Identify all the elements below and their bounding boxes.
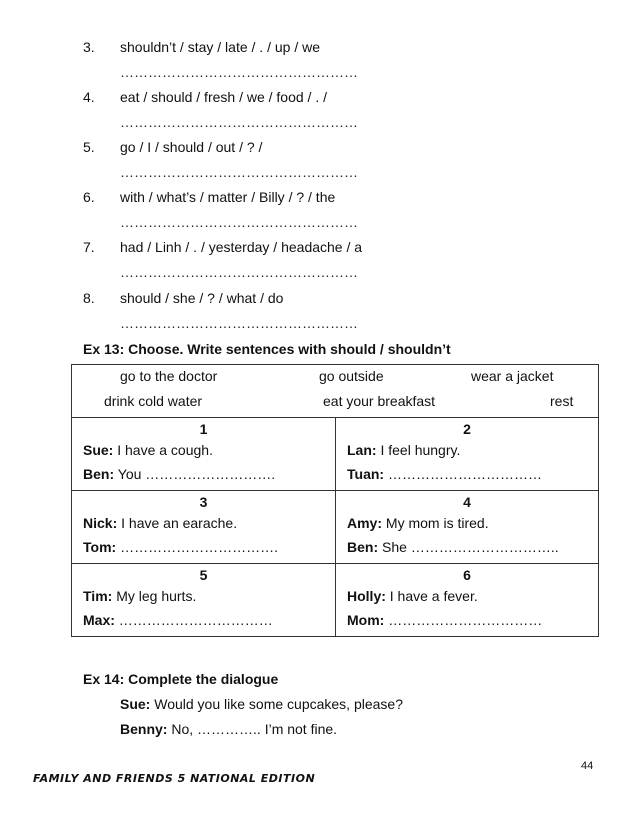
speaker-name: Ben: <box>347 539 379 555</box>
speaker-line: I have a fever. <box>385 588 478 604</box>
answer-blank[interactable]: …………………………… <box>384 612 543 628</box>
dialogue-cell-3 <box>72 491 336 564</box>
speaker-name: Tuan: <box>347 466 385 482</box>
answer-blank[interactable]: …………………………………………… <box>120 315 358 331</box>
speaker-line: Would you like some cupcakes, please? <box>150 696 403 712</box>
cell-number: 6 <box>463 567 471 583</box>
word-bank-item: drink cold water <box>104 393 203 409</box>
item-number: 4. <box>83 89 95 105</box>
speaker-line: My mom is tired. <box>382 515 489 531</box>
word-bank-item: wear a jacket <box>471 368 554 384</box>
speaker-line: I feel hungry. <box>376 442 461 458</box>
answer-blank[interactable]: …………………………… <box>114 612 273 628</box>
answer-blank[interactable]: …………………………………………… <box>120 164 358 180</box>
cell-number: 3 <box>199 494 208 510</box>
footer-book-title: FAMILY AND FRIENDS 5 NATIONAL EDITION <box>33 772 316 785</box>
cell-number: 1 <box>199 421 208 437</box>
item-prompt: with / what’s / matter / Billy / ? / the <box>120 189 336 205</box>
speaker-name: Amy: <box>347 515 383 531</box>
speaker-name: Holly: <box>347 588 386 604</box>
speaker-name: Tom: <box>83 539 117 555</box>
answer-blank[interactable]: You ………………………. <box>114 466 276 482</box>
speaker-name: Sue: <box>120 696 151 712</box>
speaker-name: Benny: <box>120 721 168 737</box>
answer-blank[interactable]: …………………………………………… <box>120 264 358 280</box>
speaker-name: Sue: <box>83 442 114 458</box>
item-prompt: should / she / ? / what / do <box>120 290 284 306</box>
dialogue-cell-4 <box>336 491 599 564</box>
dialogue-cell-5 <box>72 564 336 637</box>
answer-blank[interactable]: She ………………………….. <box>378 539 559 555</box>
dialogue-cell-1 <box>72 418 336 491</box>
speaker-name: Lan: <box>347 442 377 458</box>
word-bank-item: rest <box>550 393 574 409</box>
answer-blank[interactable]: …………………………………………… <box>120 214 358 230</box>
answer-blank[interactable]: ……………………………. <box>116 539 278 555</box>
item-prompt: had / Linh / . / yesterday / headache / a <box>120 239 363 255</box>
speaker-name: Ben: <box>83 466 115 482</box>
dialogue-line-1 <box>120 696 403 712</box>
exercise-13-title: Ex 13: Choose. Write sentences with should / shouldn’t <box>83 341 451 357</box>
answer-blank[interactable]: No, ………….. I’m not fine. <box>167 721 338 737</box>
word-bank-item: eat your breakfast <box>323 393 436 409</box>
page-number: 44 <box>581 760 594 772</box>
item-number: 8. <box>83 290 95 306</box>
speaker-line: My leg hurts. <box>112 588 197 604</box>
cell-number: 5 <box>199 567 208 583</box>
item-prompt: shouldn’t / stay / late / . / up / we <box>120 39 320 55</box>
answer-blank[interactable]: …………………………………………… <box>120 64 358 80</box>
word-bank-item: go outside <box>319 368 384 384</box>
speaker-line: I have an earache. <box>117 515 238 531</box>
answer-blank[interactable]: …………………………… <box>384 466 542 482</box>
cell-number: 2 <box>463 421 471 437</box>
speaker-name: Max: <box>83 612 115 628</box>
answer-blank[interactable]: …………………………………………… <box>120 114 358 130</box>
cell-number: 4 <box>463 494 471 510</box>
dialogue-cell-2 <box>336 418 599 491</box>
item-prompt: eat / should / fresh / we / food / . / <box>120 89 327 105</box>
speaker-name: Nick: <box>83 515 118 531</box>
item-number: 6. <box>83 189 95 205</box>
speaker-name: Tim: <box>83 588 113 604</box>
word-bank <box>72 365 599 418</box>
exercise-13-table <box>71 364 599 637</box>
speaker-line: I have a cough. <box>113 442 213 458</box>
dialogue-cell-6 <box>336 564 599 637</box>
item-number: 5. <box>83 139 95 155</box>
word-bank-item: go to the doctor <box>120 368 218 384</box>
item-prompt: go / I / should / out / ? / <box>120 139 263 155</box>
item-number: 3. <box>83 39 95 55</box>
item-number: 7. <box>83 239 95 255</box>
dialogue-line-2 <box>120 721 337 737</box>
exercise-14-title: Ex 14: Complete the dialogue <box>83 671 279 687</box>
speaker-name: Mom: <box>347 612 385 628</box>
